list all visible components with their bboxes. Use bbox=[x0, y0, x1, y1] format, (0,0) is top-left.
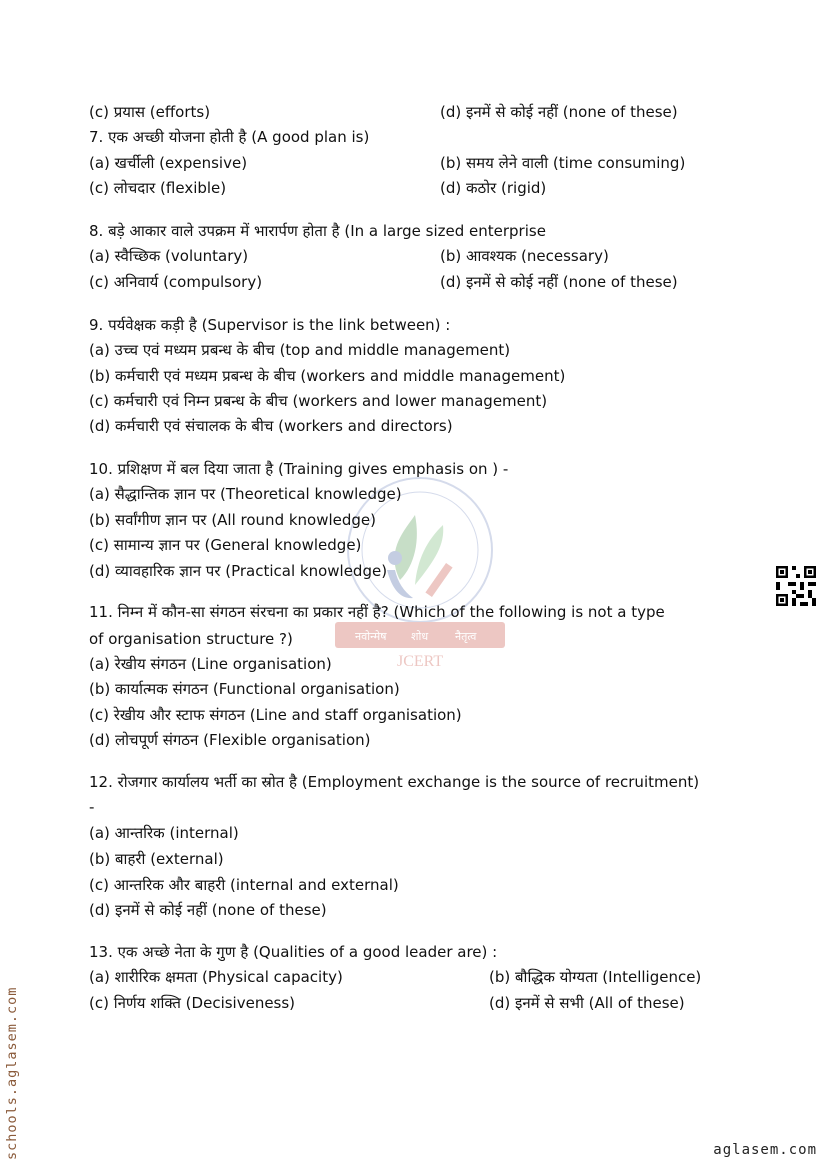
q9-option-d: (d) कर्मचारी एवं संचालक के बीच (workers and directors) bbox=[89, 417, 453, 435]
q10-option-d: (d) व्यावहारिक ज्ञान पर (Practical knowledge) bbox=[89, 562, 388, 580]
footer-url[interactable]: aglasem.com bbox=[713, 1142, 817, 1158]
q11-option-c: (c) रेखीय और स्टाफ संगठन (Line and staff organisation) bbox=[89, 706, 462, 724]
q11-option-d: (d) लोचपूर्ण संगठन (Flexible organisation) bbox=[89, 731, 371, 749]
q10-question: 10. प्रशिक्षण में बल दिया जाता है (Training gives emphasis on ) - bbox=[89, 460, 509, 478]
q13-option-d: (d) इनमें से सभी (All of these) bbox=[489, 994, 685, 1012]
watermark-words bbox=[355, 630, 477, 643]
watermark-word-3: नैतृत्व bbox=[455, 630, 477, 643]
q13-option-c: (c) निर्णय शक्ति (Decisiveness) bbox=[89, 994, 296, 1012]
q12-option-b: (b) बाहरी (external) bbox=[89, 850, 224, 868]
watermark-org: JCERT bbox=[397, 653, 444, 670]
q11-question-line1: 11. निम्न में कौन-सा संगठन संरचना का प्रकार नहीं है? (Which of the following is not a type bbox=[89, 603, 665, 621]
qr-code-icon bbox=[776, 566, 816, 606]
q13-option-a: (a) शारीरिक क्षमता (Physical capacity) bbox=[89, 968, 343, 986]
q7-option-b: (b) समय लेने वाली (time consuming) bbox=[440, 154, 686, 172]
q8-option-d: (d) इनमें से कोई नहीं (none of these) bbox=[440, 273, 678, 291]
side-url-watermark[interactable]: schools.aglasem.com bbox=[4, 986, 20, 1160]
watermark-word-1: नवोन्मेष bbox=[355, 630, 387, 643]
q7-question: 7. एक अच्छी योजना होती है (A good plan is) bbox=[89, 128, 370, 146]
q9-option-a: (a) उच्च एवं मध्यम प्रबन्ध के बीच (top and middle management) bbox=[89, 341, 511, 359]
q9-option-c: (c) कर्मचारी एवं निम्न प्रबन्ध के बीच (workers and lower management) bbox=[89, 392, 548, 410]
q11-option-b: (b) कार्यात्मक संगठन (Functional organisation) bbox=[89, 680, 400, 698]
q12-question-line1: 12. रोजगार कार्यालय भर्ती का स्रोत है (Employment exchange is the source of recruitment) bbox=[89, 773, 700, 791]
q9-option-b: (b) कर्मचारी एवं मध्यम प्रबन्ध के बीच (workers and middle management) bbox=[89, 367, 566, 385]
q11-option-a: (a) रेखीय संगठन (Line organisation) bbox=[89, 655, 332, 673]
q11-question-line2: of organisation structure ?) bbox=[89, 630, 293, 648]
watermark-word-2: शोध bbox=[411, 630, 429, 643]
q10-option-b: (b) सर्वांगीण ज्ञान पर (All round knowledge) bbox=[89, 511, 377, 529]
q13-option-b: (b) बौद्धिक योग्यता (Intelligence) bbox=[489, 968, 702, 986]
q7-option-c: (c) लोचदार (flexible) bbox=[89, 179, 227, 197]
q7-option-d: (d) कठोर (rigid) bbox=[440, 179, 547, 197]
q12-option-a: (a) आन्तरिक (internal) bbox=[89, 824, 239, 842]
q6-option-c: (c) प्रयास (efforts) bbox=[89, 103, 211, 121]
q10-option-a: (a) सैद्धान्तिक ज्ञान पर (Theoretical knowledge) bbox=[89, 485, 402, 503]
q8-question: 8. बड़े आकार वाले उपक्रम में भारार्पण होता है (In a large sized enterprise bbox=[89, 222, 546, 240]
q9-question: 9. पर्यवेक्षक कड़ी है (Supervisor is the link between) : bbox=[89, 316, 451, 334]
q7-option-a: (a) खर्चीली (expensive) bbox=[89, 154, 248, 172]
q12-option-d: (d) इनमें से कोई नहीं (none of these) bbox=[89, 901, 327, 919]
q12-question-line2: - bbox=[89, 798, 95, 816]
q8-option-b: (b) आवश्यक (necessary) bbox=[440, 247, 609, 265]
q8-option-c: (c) अनिवार्य (compulsory) bbox=[89, 273, 263, 291]
q13-question: 13. एक अच्छे नेता के गुण है (Qualities of a good leader are) : bbox=[89, 943, 498, 961]
q6-option-d: (d) इनमें से कोई नहीं (none of these) bbox=[440, 103, 678, 121]
q8-option-a: (a) स्वैच्छिक (voluntary) bbox=[89, 247, 249, 265]
q12-option-c: (c) आन्तरिक और बाहरी (internal and external) bbox=[89, 876, 399, 894]
q10-option-c: (c) सामान्य ज्ञान पर (General knowledge) bbox=[89, 536, 362, 554]
